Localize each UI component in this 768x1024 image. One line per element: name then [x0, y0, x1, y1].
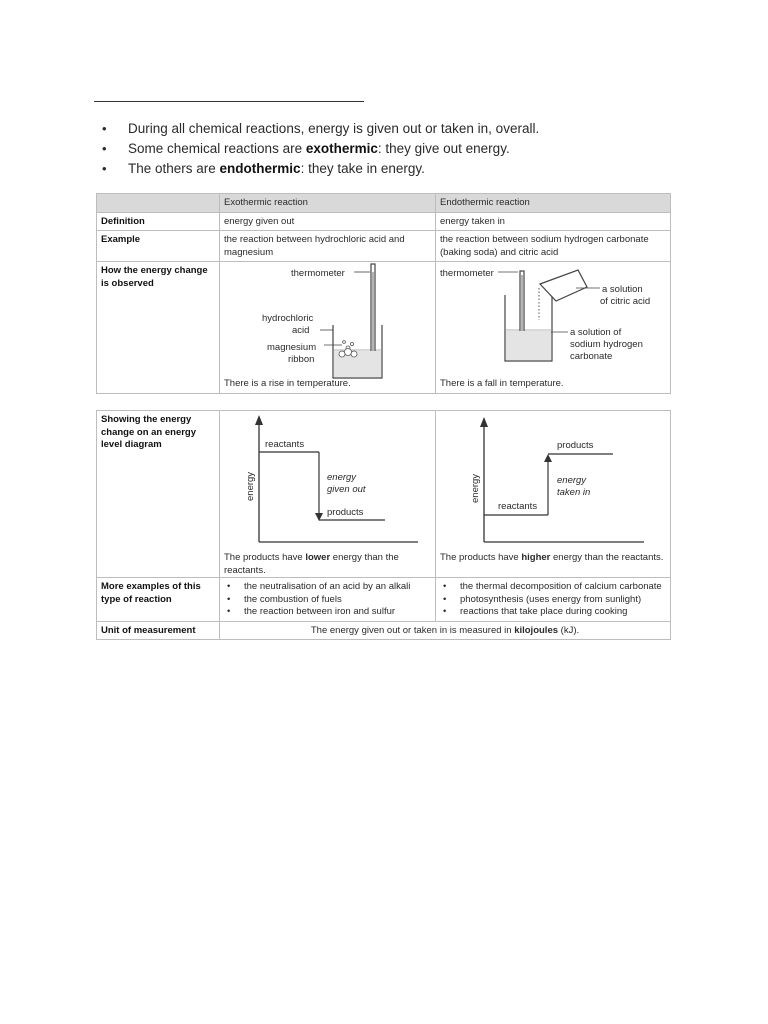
- label-products: products: [557, 440, 594, 451]
- caption-text: The products have: [440, 552, 522, 563]
- label-soda-2: sodium hydrogen: [570, 339, 643, 350]
- cell-exo-definition: energy given out: [220, 212, 436, 231]
- axis-arrowhead-icon: [255, 415, 263, 425]
- exo-diagram-caption: [224, 552, 435, 577]
- label-given-out: given out: [327, 484, 366, 495]
- label-taken-in: taken in: [557, 487, 591, 498]
- row-label-definition: Definition: [97, 212, 220, 231]
- endo-examples-list: [440, 581, 666, 619]
- list-item: • photosynthesis (uses energy from sunlight): [440, 594, 666, 607]
- unit-text: (kJ).: [558, 624, 580, 636]
- exo-energy-cell: [220, 411, 436, 578]
- intro-bullets: [100, 119, 539, 179]
- row-label-observed: How the energy change is observed: [97, 262, 220, 394]
- table-row: [97, 262, 671, 394]
- intro-bullet: • During all chemical reactions, energy is given out or taken in, overall.: [102, 121, 540, 136]
- header-cell-empty: [97, 194, 220, 213]
- label-soda-3: carbonate: [570, 351, 613, 362]
- table-row: [97, 578, 671, 622]
- bullet-text: : they take in energy.: [300, 161, 425, 176]
- cell-endo-definition: energy taken in: [436, 212, 671, 231]
- endo-energy-cell: [436, 411, 671, 578]
- label-soda-1: a solution of: [570, 327, 622, 338]
- caption-term: higher: [521, 552, 551, 563]
- label-energy: energy: [327, 472, 357, 483]
- pouring-beaker-icon: [540, 270, 587, 301]
- axis-arrowhead-icon: [480, 417, 488, 427]
- list-item: • the reaction between iron and sulfur: [224, 606, 431, 619]
- exo-observed-caption: There is a rise in temperature.: [224, 377, 351, 389]
- axis-label-energy: energy: [245, 471, 256, 501]
- table-header-row: [97, 194, 671, 213]
- cell-unit: [220, 621, 671, 640]
- cell-exo-more-examples: [220, 578, 436, 622]
- list-item: • reactions that take place during cooking: [440, 606, 666, 619]
- list-item: • the neutralisation of an acid by an alkali: [224, 581, 431, 594]
- arrow-up-icon: [544, 454, 552, 462]
- cell-endo-more-examples: [436, 578, 671, 622]
- bullet-text: The others are: [128, 161, 220, 176]
- header-endothermic: Endothermic reaction: [436, 194, 671, 213]
- endo-energy-diagram: [436, 411, 671, 551]
- intro-bullet: • Some chemical reactions are exothermic: they give out energy.: [102, 141, 510, 156]
- axis-label-energy: energy: [470, 473, 481, 503]
- table-row: [97, 231, 671, 262]
- bubbles-icon: [339, 341, 357, 357]
- label-citric-1: a solution: [602, 284, 643, 295]
- bullet-term: exothermic: [305, 141, 378, 156]
- list-item: • the combustion of fuels: [224, 594, 431, 607]
- bullet-text: During all chemical reactions, energy is given out or taken in, overall.: [128, 121, 540, 136]
- label-magnesium: magnesium: [267, 342, 317, 353]
- cell-exo-example: the reaction between hydrochloric acid and magnesium: [220, 231, 436, 262]
- exo-apparatus-cell: [220, 262, 436, 394]
- label-ribbon: ribbon: [288, 354, 315, 365]
- bullet-text: : they give out energy.: [377, 141, 510, 156]
- row-label-more-examples: More examples of this type of reaction: [97, 578, 220, 622]
- row-label-example: Example: [97, 231, 220, 262]
- soda-liquid: [506, 331, 551, 360]
- table-row: [97, 212, 671, 231]
- endo-apparatus-cell: [436, 262, 671, 394]
- caption-text: energy than the reactants.: [550, 552, 664, 563]
- row-label-unit: Unit of measurement: [97, 621, 220, 640]
- bullet-text: Some chemical reactions are: [128, 141, 306, 156]
- heading-rule: [94, 101, 364, 102]
- bullet-term: endothermic: [219, 161, 301, 176]
- label-reactants: reactants: [265, 439, 305, 450]
- label-hydrochloric: hydrochloric: [262, 313, 314, 324]
- cell-endo-example: the reaction between sodium hydrogen carbonate (baking soda) and citric acid: [436, 231, 671, 262]
- exo-energy-diagram: [220, 411, 436, 551]
- header-exothermic: Exothermic reaction: [220, 194, 436, 213]
- intro-bullet: • The others are endothermic: they take in energy.: [102, 161, 425, 176]
- row-label-diagram: Showing the energy change on an energy level diagram: [97, 411, 220, 578]
- label-energy: energy: [557, 475, 587, 486]
- label-thermometer: thermometer: [440, 268, 494, 279]
- caption-text: The products have: [224, 552, 306, 563]
- endo-diagram-caption: [440, 552, 663, 565]
- label-citric-2: of citric acid: [600, 296, 651, 307]
- list-item: • the thermal decomposition of calcium carbonate: [440, 581, 666, 594]
- caption-text: energy than the reactants.: [224, 552, 399, 576]
- label-thermometer: thermometer: [291, 268, 345, 279]
- unit-text: The energy given out or taken in is measured in: [310, 624, 515, 636]
- comparison-table-top: [96, 193, 671, 394]
- table-row: [97, 621, 671, 640]
- endo-observed-caption: There is a fall in temperature.: [440, 377, 564, 389]
- comparison-table-bottom: [96, 410, 671, 640]
- label-reactants: reactants: [498, 501, 538, 512]
- caption-term: lower: [305, 552, 331, 563]
- label-acid: acid: [292, 325, 310, 336]
- exo-apparatus-diagram: [220, 262, 436, 393]
- endo-apparatus-diagram: [436, 262, 671, 393]
- label-products: products: [327, 507, 364, 518]
- exo-examples-list: [224, 581, 431, 619]
- unit-term: kilojoules: [514, 624, 559, 636]
- table-row: [97, 411, 671, 578]
